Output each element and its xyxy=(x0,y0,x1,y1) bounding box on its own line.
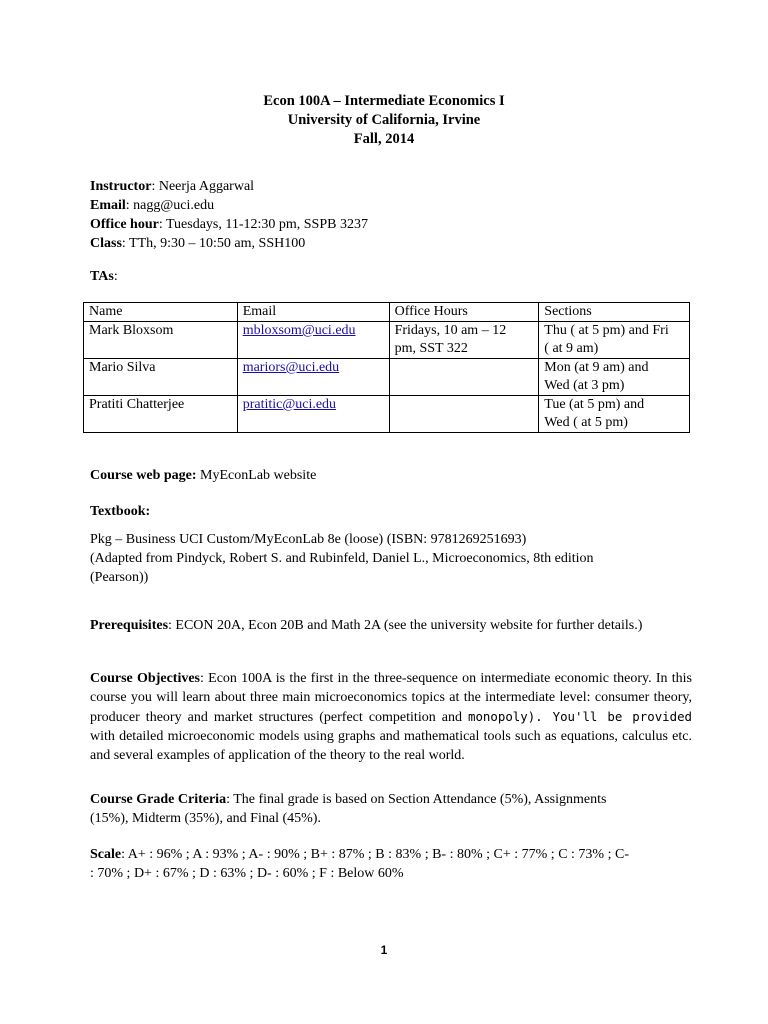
ta-office-hours: Fridays, 10 am – 12 pm, SST 322 xyxy=(389,322,539,359)
instructor-name: Neerja Aggarwal xyxy=(158,179,255,194)
table-header-cell: Sections xyxy=(539,303,690,322)
table-row xyxy=(84,322,690,359)
ta-name: Mark Bloxsom xyxy=(84,322,238,359)
table-header-cell: Office Hours xyxy=(389,303,539,322)
course-title: Econ 100A – Intermediate Economics I xyxy=(263,93,505,109)
ta-name: Pratiti Chatterjee xyxy=(84,396,238,433)
ta-name: Mario Silva xyxy=(84,359,238,396)
class-line: Class: TTh, 9:30 – 10:50 am, SSH100 xyxy=(90,236,306,251)
table-row xyxy=(84,359,690,396)
ta-email-link[interactable]: mbloxsom@uci.edu xyxy=(242,323,356,338)
prerequisites: Prerequisites: ECON 20A, Econ 20B and Math 2A (see the university website for further details.) xyxy=(90,618,643,633)
textbook-heading: Textbook: xyxy=(90,504,151,519)
ta-email-link[interactable]: pratitic@uci.edu xyxy=(242,397,337,412)
ta-sections: Mon (at 9 am) and Wed (at 3 pm) xyxy=(539,359,690,396)
course-web-page: Course web page: MyEconLab website xyxy=(90,468,317,483)
email-line: Email: nagg@uci.edu xyxy=(90,198,215,213)
table-row xyxy=(84,396,690,433)
grade-scale: Scale: A+ : 96% ; A : 93% ; A- : 90% ; B+ : 87% ; B : 83% ; B- : 80% ; C+ : 77% ; C : 73% ; C- : 70% ; D+ : 67% ; D : 63% ; D- : 60% ; F : Below 60% xyxy=(90,847,629,881)
tas-heading: TAs: xyxy=(90,269,118,284)
grade-criteria: Course Grade Criteria: The final grade is based on Section Attendance (5%), Assignments (15%), Midterm (35%), and Final (45%). xyxy=(90,792,607,826)
ta-sections: Thu ( at 5 pm) and Fri ( at 9 am) xyxy=(539,322,690,359)
term: Fall, 2014 xyxy=(353,131,415,147)
instructor-info xyxy=(90,177,692,253)
textbook-details: Pkg – Business UCI Custom/MyEconLab 8e (loose) (ISBN: 9781269251693) (Adapted from Pindyck, Robert S. and Rubinfeld, Daniel L., Microeconomics, 8th edition (Pearson)) xyxy=(90,532,594,585)
page-number: 1 xyxy=(380,943,388,957)
ta-sections: Tue (at 5 pm) and Wed ( at 5 pm) xyxy=(539,396,690,433)
university-name: University of California, Irvine xyxy=(287,112,481,128)
course-objectives: Course Objectives: Econ 100A is the first in the three-sequence on intermediate economic theory. In this course you will learn about three main microeconomics topics at the intermediate level: consumer theory, producer theory and market structures (perfect competition and monopoly). You'll be provided with detailed microeconomic models using graphs and mathematical tools such as equations, calculus etc. and several examples of application of the theory to the real world. xyxy=(90,671,692,763)
ta-office-hours xyxy=(389,396,539,433)
ta-office-hours xyxy=(389,359,539,396)
document-header xyxy=(0,92,768,149)
table-header-cell: Name xyxy=(84,303,238,322)
instructor-email: nagg@uci.edu xyxy=(133,198,215,213)
office-hour-line: Office hour: Tuesdays, 11-12:30 pm, SSPB 3237 xyxy=(90,217,368,232)
ta-table xyxy=(83,302,690,433)
table-header-cell: Email xyxy=(237,303,389,322)
instructor-line: Instructor: Neerja Aggarwal xyxy=(90,179,255,194)
ta-email-link[interactable]: mariors@uci.edu xyxy=(242,360,340,375)
table-header-row xyxy=(84,303,690,322)
